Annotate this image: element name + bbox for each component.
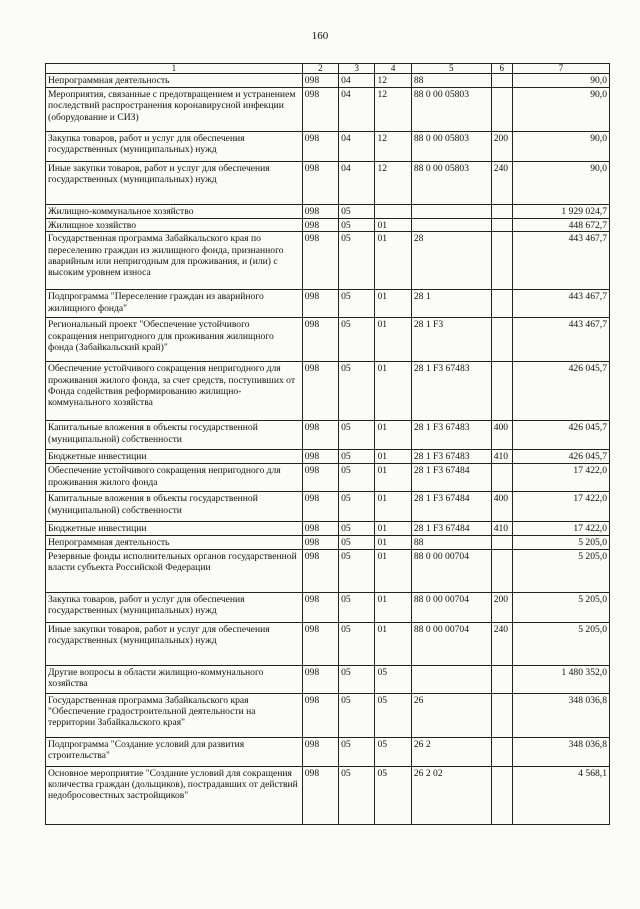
row-name: Государственная программа Забайкальского края по переселению граждан из жилищного фонда, признанного аварийным или непригодным для проживания, и (или) с высоким уровнем износа — [46, 232, 303, 290]
cell-target-article: 28 1 F3 67484 — [411, 522, 491, 536]
cell-expense-type — [491, 693, 512, 737]
table-row — [46, 421, 610, 450]
cell-target-article: 26 — [411, 693, 491, 737]
row-name: Капитальные вложения в объекты государственной (муниципальной) собственности — [46, 492, 303, 522]
cell-amount: 4 568,1 — [512, 766, 609, 824]
cell-ministry-code: 098 — [302, 536, 338, 549]
cell-amount: 17 422,0 — [512, 522, 609, 536]
cell-target-article: 28 1 F3 67484 — [411, 492, 491, 522]
row-name: Иные закупки товаров, работ и услуг для обеспечения государственных (муниципальных) нужд — [46, 162, 303, 205]
cell-ministry-code: 098 — [302, 665, 338, 693]
cell-expense-type: 400 — [491, 492, 512, 522]
cell-amount: 448 672,7 — [512, 219, 609, 232]
row-name: Непрограммная деятельность — [46, 536, 303, 549]
table-row — [46, 536, 610, 549]
cell-section: 05 — [339, 766, 375, 824]
cell-ministry-code: 098 — [302, 219, 338, 232]
cell-expense-type — [491, 536, 512, 549]
cell-subsection: 05 — [375, 737, 411, 766]
cell-target-article — [411, 205, 491, 219]
row-name: Закупка товаров, работ и услуг для обеспечения государственных (муниципальных) нужд — [46, 592, 303, 622]
cell-subsection: 01 — [375, 362, 411, 421]
cell-amount: 5 205,0 — [512, 549, 609, 592]
cell-target-article: 28 1 F3 67483 — [411, 362, 491, 421]
cell-target-article: 88 — [411, 74, 491, 88]
cell-expense-type: 200 — [491, 592, 512, 622]
cell-expense-type — [491, 74, 512, 88]
cell-section: 05 — [339, 362, 375, 421]
cell-amount: 90,0 — [512, 132, 609, 162]
table-row — [46, 522, 610, 536]
cell-amount: 1 480 352,0 — [512, 665, 609, 693]
cell-subsection: 01 — [375, 592, 411, 622]
table-row — [46, 162, 610, 205]
cell-subsection: 01 — [375, 622, 411, 665]
cell-subsection: 05 — [375, 665, 411, 693]
row-name: Обеспечение устойчивого сокращения непригодного для проживания жилого фонда — [46, 464, 303, 492]
cell-ministry-code: 098 — [302, 522, 338, 536]
cell-subsection: 05 — [375, 766, 411, 824]
cell-expense-type: 410 — [491, 450, 512, 464]
cell-section: 05 — [339, 492, 375, 522]
row-name: Бюджетные инвестиции — [46, 522, 303, 536]
column-header: 6 — [491, 64, 512, 74]
row-name: Резервные фонды исполнительных органов государственной власти субъекта Российской Федерации — [46, 549, 303, 592]
page-number: 160 — [311, 30, 329, 42]
table-row — [46, 88, 610, 132]
cell-target-article: 88 0 00 05803 — [411, 162, 491, 205]
cell-section: 05 — [339, 522, 375, 536]
table-row — [46, 219, 610, 232]
cell-expense-type — [491, 665, 512, 693]
cell-ministry-code: 098 — [302, 592, 338, 622]
cell-amount: 443 467,7 — [512, 318, 609, 362]
cell-expense-type — [491, 737, 512, 766]
table-row — [46, 492, 610, 522]
cell-section: 05 — [339, 549, 375, 592]
cell-section: 05 — [339, 421, 375, 450]
cell-amount: 348 036,8 — [512, 693, 609, 737]
cell-subsection: 12 — [375, 132, 411, 162]
cell-ministry-code: 098 — [302, 549, 338, 592]
column-header: 1 — [46, 64, 303, 74]
table-row — [46, 665, 610, 693]
cell-ministry-code: 098 — [302, 290, 338, 318]
row-name: Закупка товаров, работ и услуг для обеспечения государственных (муниципальных) нужд — [46, 132, 303, 162]
cell-section: 05 — [339, 205, 375, 219]
cell-expense-type: 400 — [491, 421, 512, 450]
row-name: Обеспечение устойчивого сокращения непригодного для проживания жилого фонда, за счет средств, поступивших от Фонда содействия реформированию жилищно-коммунального хозяйства — [46, 362, 303, 421]
table-row — [46, 205, 610, 219]
cell-target-article: 28 1 F3 — [411, 318, 491, 362]
cell-subsection: 01 — [375, 232, 411, 290]
table-row — [46, 693, 610, 737]
cell-target-article: 88 0 00 05803 — [411, 132, 491, 162]
cell-target-article — [411, 219, 491, 232]
row-name: Мероприятия, связанные с предотвращением и устранением последствий распространения коронавирусной инфекции (оборудование и СИЗ) — [46, 88, 303, 132]
row-name: Непрограммная деятельность — [46, 74, 303, 88]
row-name: Подпрограмма "Создание условий для развития строительства" — [46, 737, 303, 766]
row-name: Бюджетные инвестиции — [46, 450, 303, 464]
cell-target-article: 26 2 — [411, 737, 491, 766]
cell-section: 05 — [339, 464, 375, 492]
cell-expense-type — [491, 362, 512, 421]
cell-expense-type: 410 — [491, 522, 512, 536]
row-name: Государственная программа Забайкальского края "Обеспечение градостроительной деятельности на территории Забайкальского края" — [46, 693, 303, 737]
column-header: 4 — [375, 64, 411, 74]
column-header: 2 — [302, 64, 338, 74]
cell-section: 04 — [339, 162, 375, 205]
table-row — [46, 464, 610, 492]
cell-ministry-code: 098 — [302, 318, 338, 362]
cell-expense-type — [491, 464, 512, 492]
table-row — [46, 450, 610, 464]
column-header: 3 — [339, 64, 375, 74]
cell-target-article: 28 1 F3 67483 — [411, 421, 491, 450]
cell-amount: 5 205,0 — [512, 536, 609, 549]
row-name: Иные закупки товаров, работ и услуг для обеспечения государственных (муниципальных) нужд — [46, 622, 303, 665]
cell-expense-type — [491, 88, 512, 132]
row-name: Основное мероприятие "Создание условий для сокращения количества граждан (дольщиков), пострадавших от действий недобросовестных застройщиков" — [46, 766, 303, 824]
column-header: 5 — [411, 64, 491, 74]
cell-amount: 426 045,7 — [512, 362, 609, 421]
cell-section: 05 — [339, 622, 375, 665]
cell-section: 05 — [339, 318, 375, 362]
cell-target-article: 88 0 00 00704 — [411, 592, 491, 622]
table-row — [46, 74, 610, 88]
cell-amount: 1 929 024,7 — [512, 205, 609, 219]
table-row — [46, 592, 610, 622]
cell-target-article: 28 1 F3 67484 — [411, 464, 491, 492]
cell-subsection: 01 — [375, 492, 411, 522]
cell-expense-type — [491, 232, 512, 290]
budget-table — [45, 63, 610, 825]
cell-subsection: 12 — [375, 162, 411, 205]
table-row — [46, 737, 610, 766]
cell-ministry-code: 098 — [302, 132, 338, 162]
cell-target-article — [411, 665, 491, 693]
cell-section: 04 — [339, 88, 375, 132]
row-name: Капитальные вложения в объекты государственной (муниципальной) собственности — [46, 421, 303, 450]
row-name: Другие вопросы в области жилищно-коммунального хозяйства — [46, 665, 303, 693]
cell-amount: 90,0 — [512, 88, 609, 132]
column-header: 7 — [512, 64, 609, 74]
table-row — [46, 132, 610, 162]
cell-section: 05 — [339, 232, 375, 290]
cell-expense-type: 240 — [491, 622, 512, 665]
cell-subsection: 01 — [375, 450, 411, 464]
cell-subsection: 01 — [375, 549, 411, 592]
cell-section: 05 — [339, 450, 375, 464]
cell-target-article: 28 — [411, 232, 491, 290]
cell-expense-type — [491, 290, 512, 318]
cell-subsection: 12 — [375, 88, 411, 132]
cell-amount: 17 422,0 — [512, 464, 609, 492]
table-row — [46, 362, 610, 421]
cell-amount: 443 467,7 — [512, 290, 609, 318]
row-name: Подпрограмма "Переселение граждан из аварийного жилищного фонда" — [46, 290, 303, 318]
row-name: Региональный проект "Обеспечение устойчивого сокращения непригодного для проживания жилищного фонда (Забайкальский край)" — [46, 318, 303, 362]
cell-subsection: 01 — [375, 464, 411, 492]
cell-subsection: 01 — [375, 536, 411, 549]
cell-ministry-code: 098 — [302, 88, 338, 132]
cell-subsection: 01 — [375, 290, 411, 318]
cell-expense-type: 240 — [491, 162, 512, 205]
cell-subsection: 01 — [375, 522, 411, 536]
cell-ministry-code: 098 — [302, 492, 338, 522]
cell-subsection: 12 — [375, 74, 411, 88]
cell-section: 04 — [339, 74, 375, 88]
cell-amount: 443 467,7 — [512, 232, 609, 290]
table-row — [46, 622, 610, 665]
cell-subsection: 01 — [375, 318, 411, 362]
cell-section: 05 — [339, 693, 375, 737]
cell-section: 05 — [339, 290, 375, 318]
cell-subsection: 05 — [375, 693, 411, 737]
cell-amount: 17 422,0 — [512, 492, 609, 522]
table-row — [46, 549, 610, 592]
cell-amount: 90,0 — [512, 74, 609, 88]
table-row — [46, 766, 610, 824]
row-name: Жилищное хозяйство — [46, 219, 303, 232]
cell-ministry-code: 098 — [302, 464, 338, 492]
cell-expense-type — [491, 205, 512, 219]
cell-section: 05 — [339, 737, 375, 766]
header-row — [46, 64, 610, 74]
cell-section: 04 — [339, 132, 375, 162]
cell-target-article: 88 0 00 00704 — [411, 622, 491, 665]
cell-amount: 348 036,8 — [512, 737, 609, 766]
cell-subsection: 01 — [375, 421, 411, 450]
cell-section: 05 — [339, 219, 375, 232]
cell-ministry-code: 098 — [302, 622, 338, 665]
table-row — [46, 232, 610, 290]
cell-ministry-code: 098 — [302, 693, 338, 737]
cell-target-article: 28 1 F3 67483 — [411, 450, 491, 464]
cell-expense-type — [491, 318, 512, 362]
cell-ministry-code: 098 — [302, 362, 338, 421]
cell-section: 05 — [339, 536, 375, 549]
table-row — [46, 290, 610, 318]
cell-amount: 90,0 — [512, 162, 609, 205]
cell-expense-type: 200 — [491, 132, 512, 162]
cell-ministry-code: 098 — [302, 737, 338, 766]
cell-section: 05 — [339, 592, 375, 622]
cell-amount: 5 205,0 — [512, 622, 609, 665]
cell-ministry-code: 098 — [302, 232, 338, 290]
table-row — [46, 318, 610, 362]
row-name: Жилищно-коммунальное хозяйство — [46, 205, 303, 219]
cell-amount: 5 205,0 — [512, 592, 609, 622]
cell-ministry-code: 098 — [302, 74, 338, 88]
cell-ministry-code: 098 — [302, 205, 338, 219]
cell-amount: 426 045,7 — [512, 421, 609, 450]
cell-section: 05 — [339, 665, 375, 693]
cell-ministry-code: 098 — [302, 450, 338, 464]
cell-expense-type — [491, 549, 512, 592]
cell-target-article: 88 0 00 00704 — [411, 549, 491, 592]
cell-target-article: 88 — [411, 536, 491, 549]
cell-subsection: 01 — [375, 219, 411, 232]
cell-subsection — [375, 205, 411, 219]
cell-target-article: 26 2 02 — [411, 766, 491, 824]
cell-target-article: 88 0 00 05803 — [411, 88, 491, 132]
cell-expense-type — [491, 766, 512, 824]
cell-ministry-code: 098 — [302, 421, 338, 450]
cell-target-article: 28 1 — [411, 290, 491, 318]
cell-ministry-code: 098 — [302, 766, 338, 824]
cell-amount: 426 045,7 — [512, 450, 609, 464]
cell-expense-type — [491, 219, 512, 232]
cell-ministry-code: 098 — [302, 162, 338, 205]
